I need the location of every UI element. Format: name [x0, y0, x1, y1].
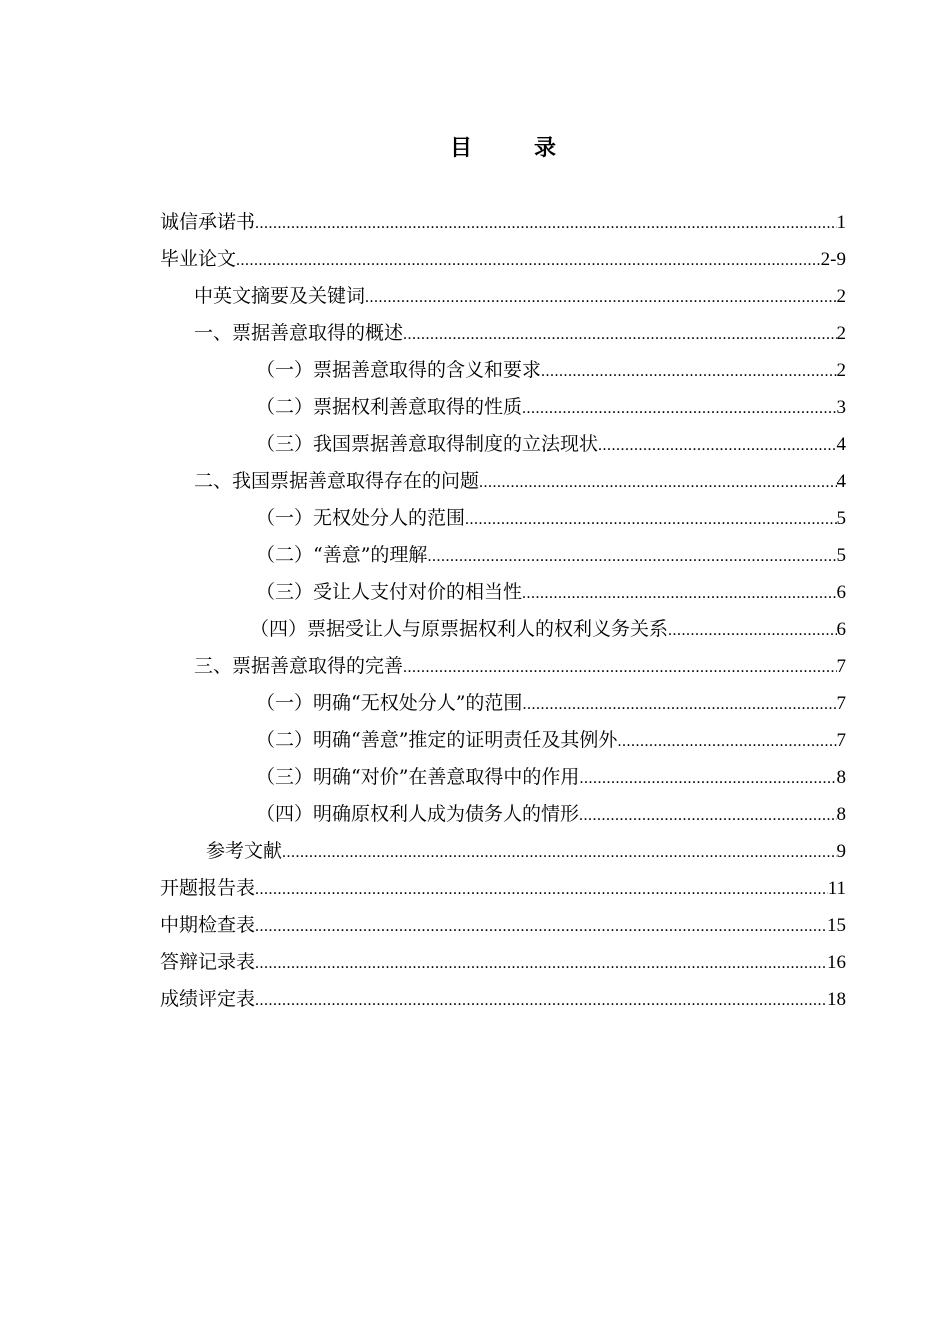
toc-entry-label: （一）明确“无权处分人”的范围 [256, 692, 523, 714]
toc-entry-label: 成绩评定表 [160, 988, 256, 1010]
toc-entry-page: 2 [836, 360, 846, 381]
toc-entry-page: 5 [836, 508, 846, 529]
toc-entry-page: 5 [836, 545, 846, 566]
toc-entry-page: 2 [836, 286, 846, 307]
toc-entry-label: 一、票据善意取得的概述 [194, 322, 404, 344]
toc-entry[interactable] [160, 944, 846, 981]
toc-entry-label: 二、我国票据善意取得存在的问题 [194, 470, 480, 492]
toc-entry-label: （二）“善意”的理解 [256, 544, 428, 566]
toc-entry[interactable] [160, 611, 846, 648]
toc-entry-label: 中英文摘要及关键词 [194, 285, 366, 307]
toc-entry-label: 开题报告表 [160, 877, 256, 899]
toc-entry-label: （一）无权处分人的范围 [256, 507, 466, 529]
toc-entry[interactable] [160, 278, 846, 315]
toc-title: 目 录 [449, 135, 576, 161]
toc-entry-page: 2 [836, 323, 846, 344]
toc-entry[interactable] [160, 833, 846, 870]
toc-entry[interactable] [160, 315, 846, 352]
toc-entry-label: （一）票据善意取得的含义和要求 [256, 359, 542, 381]
toc-leader-dots [236, 242, 821, 279]
toc-entry[interactable] [160, 352, 846, 389]
toc-entry-page: 6 [836, 582, 846, 603]
toc-entry[interactable] [160, 759, 846, 796]
toc-entry-page: 4 [836, 471, 846, 492]
toc-entry-page: 3 [836, 397, 846, 418]
toc-leader-dots [255, 982, 827, 1019]
toc-entry[interactable] [160, 426, 846, 463]
toc-entry-label: 三、票据善意取得的完善 [194, 655, 404, 677]
toc-entry-page: 11 [827, 878, 846, 899]
toc-entry[interactable] [160, 389, 846, 426]
toc-entry[interactable] [160, 463, 846, 500]
toc-leader-dots [579, 760, 836, 797]
toc-entry-page: 9 [836, 841, 846, 862]
toc-entry-page: 2-9 [820, 249, 846, 270]
toc-leader-dots [255, 945, 827, 982]
toc-leader-dots [522, 575, 836, 612]
toc-leader-dots [282, 834, 836, 871]
toc-entry-label: （三）我国票据善意取得制度的立法现状 [256, 433, 599, 455]
table-of-contents [160, 204, 846, 1018]
toc-entry-page: 15 [827, 915, 846, 936]
toc-leader-dots [427, 538, 836, 575]
toc-entry-label: 诚信承诺书 [160, 211, 256, 233]
toc-entry-label: （四）票据受让人与原票据权利人的权利义务关系 [250, 618, 669, 640]
toc-leader-dots [365, 279, 836, 316]
toc-entry-label: 答辩记录表 [160, 951, 256, 973]
toc-entry[interactable] [160, 722, 846, 759]
toc-entry[interactable] [160, 796, 846, 833]
toc-entry[interactable] [160, 981, 846, 1018]
toc-entry-page: 1 [836, 212, 846, 233]
toc-entry[interactable] [160, 241, 846, 278]
toc-entry-page: 7 [836, 656, 846, 677]
toc-entry-label: （三）明确“对价”在善意取得中的作用 [256, 766, 580, 788]
toc-entry[interactable] [160, 537, 846, 574]
toc-entry-label: （二）明确“善意”推定的证明责任及其例外 [256, 729, 618, 751]
toc-entry-label: 参考文献 [206, 840, 283, 862]
toc-leader-dots [255, 908, 827, 945]
toc-entry[interactable] [160, 907, 846, 944]
toc-entry-page: 16 [827, 952, 846, 973]
toc-entry[interactable] [160, 648, 846, 685]
toc-entry-page: 7 [836, 693, 846, 714]
toc-entry[interactable] [160, 500, 846, 537]
toc-leader-dots [579, 797, 836, 834]
toc-entry-label: （三）受让人支付对价的相当性 [256, 581, 523, 603]
toc-leader-dots [598, 427, 836, 464]
toc-entry[interactable] [160, 204, 846, 241]
toc-entry-label: （二）票据权利善意取得的性质 [256, 396, 523, 418]
toc-leader-dots [522, 390, 836, 427]
toc-leader-dots [403, 649, 836, 686]
toc-entry-page: 7 [836, 730, 846, 751]
toc-entry-label: 毕业论文 [160, 248, 237, 270]
toc-entry[interactable] [160, 574, 846, 611]
toc-entry-label: （四）明确原权利人成为债务人的情形 [256, 803, 580, 825]
toc-entry-page: 4 [836, 434, 846, 455]
toc-entry[interactable] [160, 870, 846, 907]
toc-entry-label: 中期检查表 [160, 914, 256, 936]
toc-leader-dots [541, 353, 836, 390]
toc-leader-dots [465, 501, 836, 538]
toc-entry-page: 8 [836, 767, 846, 788]
toc-leader-dots [522, 686, 836, 723]
toc-entry-page: 6 [836, 619, 846, 640]
toc-entry-page: 8 [836, 804, 846, 825]
toc-entry[interactable] [160, 685, 846, 722]
toc-leader-dots [403, 316, 836, 353]
toc-leader-dots [617, 723, 836, 760]
toc-entry-page: 18 [827, 989, 846, 1010]
toc-leader-dots [255, 205, 836, 242]
toc-leader-dots [479, 464, 836, 501]
toc-leader-dots [255, 871, 828, 908]
toc-leader-dots [668, 612, 836, 649]
